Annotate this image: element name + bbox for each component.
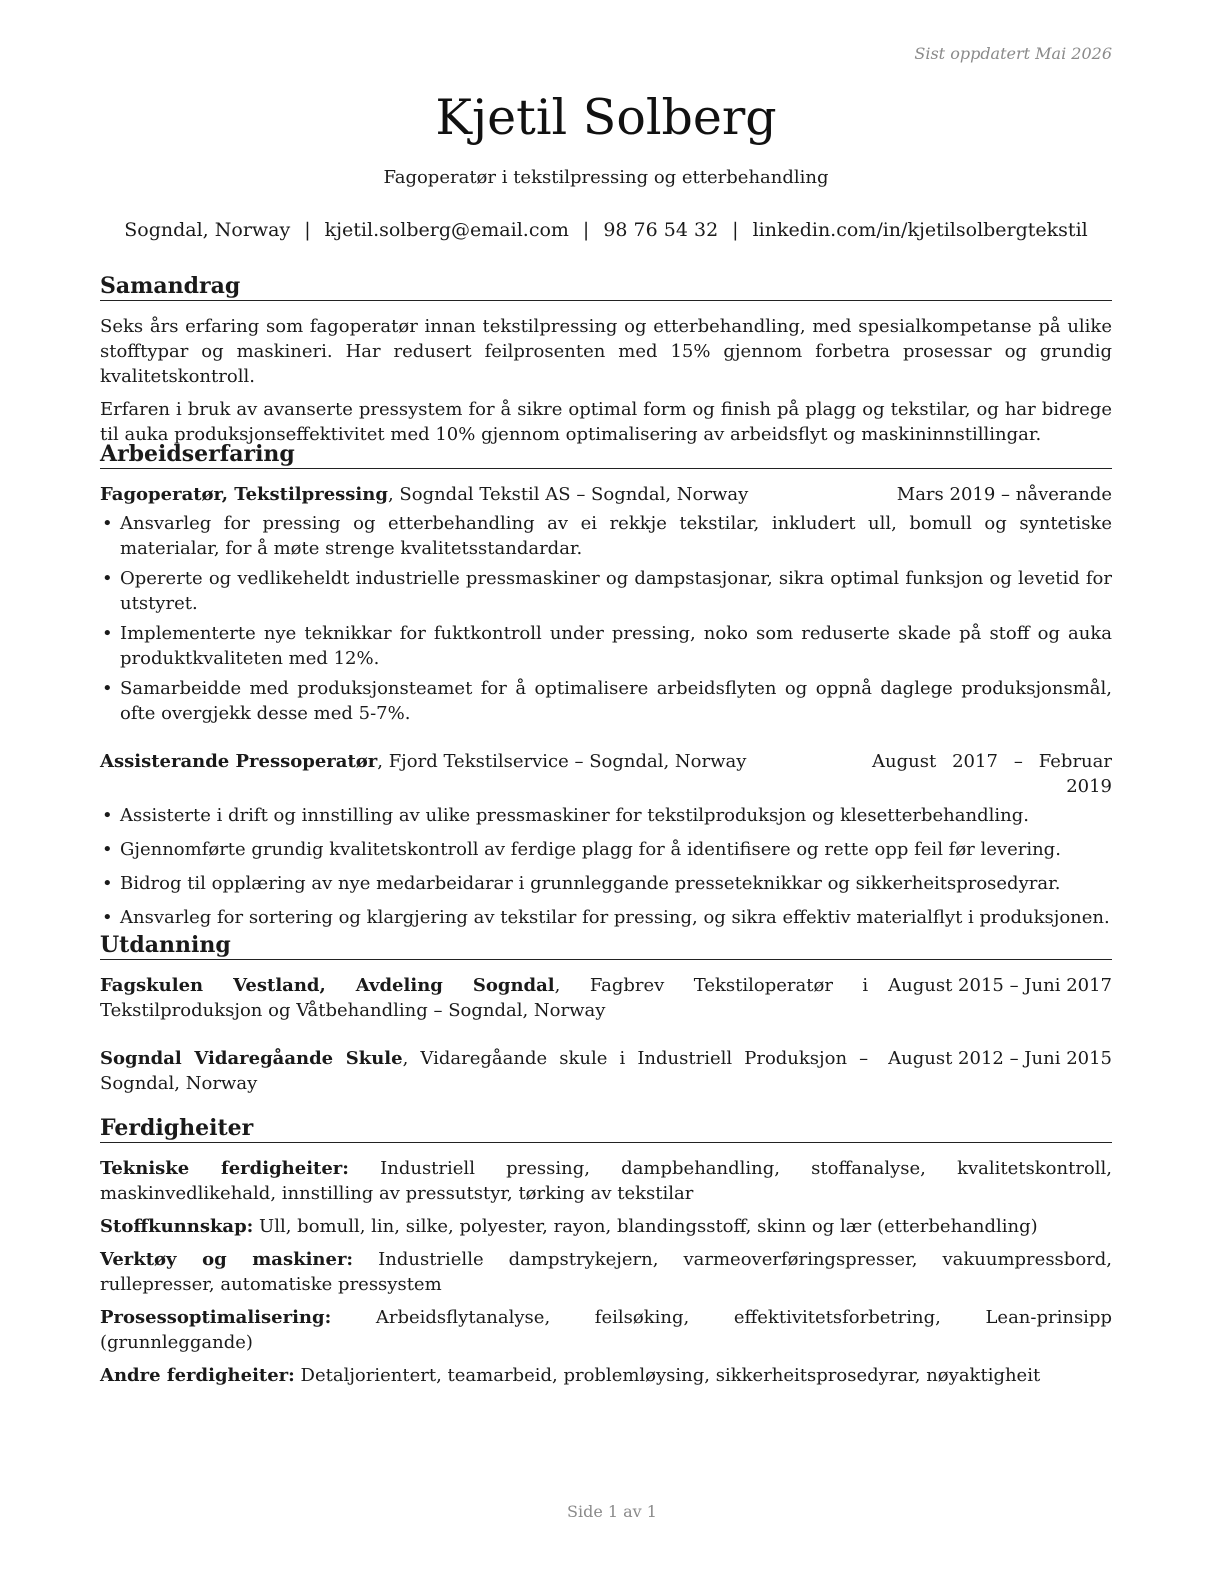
skill-line (100, 1156, 1112, 1206)
education-entry (100, 973, 1112, 1023)
skill-text: Ull, bomull, lin, silke, polyester, rayon, blandingsstoff, skinn og lær (etterbehandling) (253, 1216, 1038, 1237)
contact-separator: | (582, 219, 590, 241)
education-school: Sogndal Vidaregåande Skule (100, 1048, 403, 1069)
contact-email[interactable]: kjetil.solberg@email.com (324, 219, 569, 241)
skills-section (100, 1114, 1112, 1388)
education-entry (100, 1046, 1112, 1096)
section-heading-education: Utdanning (100, 931, 1112, 960)
job-entry (100, 749, 1112, 930)
contact-separator: | (304, 219, 311, 241)
skill-line (100, 1214, 1112, 1239)
skill-text: Industriell pressing, dampbehandling, stoffanalyse, kvalitetskontroll, maskinvedlikehald, innstilling av pressutstyr, tørking av tekstilar (100, 1158, 1112, 1204)
job-bullet: • Ansvarleg for sortering og klargjering av tekstilar for pressing, og sikra effektiv materialflyt i produksjonen. (100, 905, 1112, 930)
skill-text: Detaljorientert, teamarbeid, problemløysing, sikkerheitsprosedyrar, nøyaktigheit (294, 1365, 1041, 1386)
contact-linkedin[interactable]: linkedin.com/in/kjetilsolbergtekstil (752, 219, 1088, 241)
skill-line (100, 1363, 1112, 1388)
job-dates: Mars 2019 – nåverande (896, 484, 1112, 505)
skill-label: Verktøy og maskiner: (100, 1249, 354, 1270)
contact-line (100, 219, 1112, 241)
job-role: Fagoperatør, Tekstilpressing (100, 484, 388, 505)
skill-label: Prosessoptimalisering: (100, 1307, 332, 1328)
job-org: , Sogndal Tekstil AS – Sogndal, Norway (387, 484, 749, 505)
education-dates: August 2012 – Juni 2015 (888, 1048, 1112, 1069)
section-heading-summary: Samandrag (100, 272, 1112, 301)
education-detail: , Vidaregåande skule i Industriell Produksjon – Sogndal, Norway (100, 1048, 869, 1094)
education-dates: August 2015 – Juni 2017 (888, 975, 1112, 996)
education-detail: , Fagbrev Tekstiloperatør i Tekstilproduksjon og Våtbehandling – Sogndal, Norway (100, 975, 869, 1021)
last-updated: Sist oppdatert Mai 2026 (914, 44, 1112, 63)
job-role: Assisterande Pressoperatør (100, 751, 378, 772)
summary-section (100, 272, 1112, 447)
job-bullet: • Samarbeidde med produksjonsteamet for å optimalisere arbeidsflyten og oppnå daglege produksjonsmål, ofte overgjekk desse med 5-7%. (100, 676, 1112, 726)
job-dates: August 2017 – Februar 2019 (872, 751, 1112, 797)
page-number: Side 1 av 1 (567, 1502, 657, 1521)
job-bullet: • Bidrog til opplæring av nye medarbeidarar i grunnleggande presseteknikkar og sikkerheitsprosedyrar. (100, 871, 1112, 896)
job-org: , Fjord Tekstilservice – Sogndal, Norway (377, 751, 747, 772)
skill-label: Stoffkunnskap: (100, 1216, 254, 1237)
education-section (100, 931, 1112, 1096)
section-heading-experience: Arbeidserfaring (100, 440, 1112, 469)
summary-paragraph: Erfaren i bruk av avanserte pressystem for å sikre optimal form og finish på plagg og tekstilar, og har bidrege til auka produksjonseffektivitet med 10% gjennom optimalisering av arbeidsflyt og maskininnstillingar. (100, 399, 1112, 445)
job-bullet: • Implementerte nye teknikkar for fuktkontroll under pressing, noko som reduserte skade på stoff og auka produktkvaliteten med 12%. (100, 621, 1112, 671)
skill-text: Arbeidsflytanalyse, feilsøking, effektivitetsforbetring, Lean-prinsipp (grunnleggande) (100, 1307, 1112, 1353)
skill-text: Industrielle dampstrykejern, varmeoverføringspresser, vakuumpressbord, rullepresser, automatiske pressystem (100, 1249, 1113, 1295)
job-header (100, 749, 1112, 799)
candidate-title: Fagoperatør i tekstilpressing og etterbehandling (383, 167, 829, 188)
summary-paragraph: Seks års erfaring som fagoperatør innan tekstilpressing og etterbehandling, med spesialkompetanse på ulike stofftypar og maskineri. Har redusert feilprosenten med 15% gjennom forbetra prosessar og grundig kvalitetskontroll. (100, 316, 1112, 387)
education-school: Fagskulen Vestland, Avdeling Sogndal (100, 975, 555, 996)
job-entry (100, 482, 1112, 726)
job-bullet: • Opererte og vedlikeheldt industrielle pressmaskiner og dampstasjonar, sikra optimal funksjon og levetid for utstyret. (100, 566, 1112, 616)
contact-separator: | (732, 219, 739, 241)
skill-label: Andre ferdigheiter: (100, 1365, 295, 1386)
job-header (100, 482, 1112, 507)
skill-label: Tekniske ferdigheiter: (100, 1158, 349, 1179)
contact-phone: 98 76 54 32 (603, 219, 719, 241)
candidate-name: Kjetil Solberg (435, 89, 777, 146)
job-bullet: • Gjennomførte grundig kvalitetskontroll av ferdige plagg for å identifisere og rette opp feil før levering. (100, 837, 1112, 862)
job-bullet: • Ansvarleg for pressing og etterbehandling av ei rekkje tekstilar, inkludert ull, bomull og syntetiske materialar, for å møte strenge kvalitetsstandardar. (100, 511, 1112, 561)
skill-line (100, 1305, 1112, 1355)
experience-section (100, 440, 1112, 930)
skill-line (100, 1247, 1112, 1297)
job-bullet: • Assisterte i drift og innstilling av ulike pressmaskiner for tekstilproduksjon og klesetterbehandling. (100, 803, 1112, 828)
contact-location: Sogndal, Norway (124, 219, 291, 241)
section-heading-skills: Ferdigheiter (100, 1114, 1112, 1143)
